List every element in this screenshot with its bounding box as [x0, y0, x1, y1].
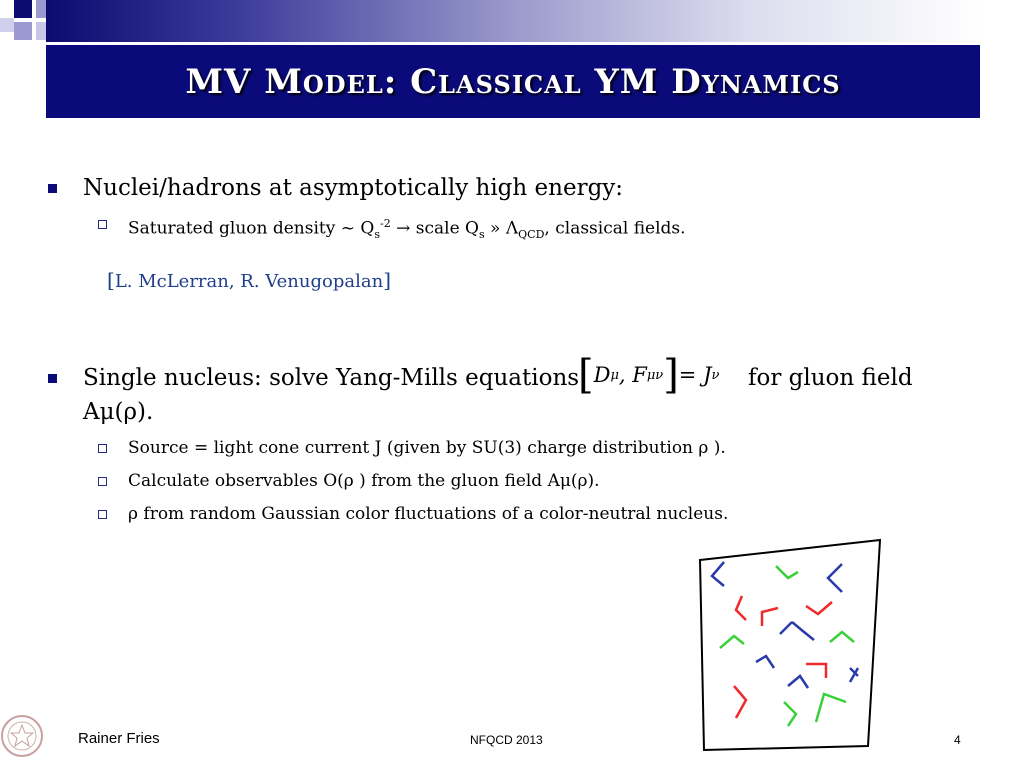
bullet-text: Nuclei/hadrons at asymptotically high energy:: [83, 175, 624, 201]
sub-bullet-text: Calculate observables O(ρ ) from the gluon field Aμ(ρ).: [128, 471, 600, 491]
yang-mills-equation: [ D μ , F μν ] = J ν: [578, 352, 720, 398]
bullet-text: Single nucleus: solve Yang-Mills equations: [83, 365, 580, 391]
reference-citation: [L. McLerran, R. Venugopalan]: [107, 268, 391, 292]
page-number: 4: [954, 733, 961, 747]
title-gradient-strip: [46, 0, 980, 42]
sub-bullet-text: Source = light cone current J (given by SU(3) charge distribution ρ ).: [128, 438, 726, 458]
sub-bullet-text: Saturated gluon density ~ $Q_s^{-2}$ → scale $Q_s$ » $\Lambda_{QCD}$, classical fields.: [128, 217, 686, 242]
hollow-square-bullet-icon: [98, 510, 107, 519]
hollow-square-bullet-icon: [98, 444, 107, 453]
bullet-square-icon: [48, 374, 57, 383]
slide-title: MV Model: Classical YM Dynamics: [185, 61, 841, 102]
color-charge-diagram: [696, 536, 886, 756]
hollow-square-bullet-icon: [98, 220, 107, 229]
sub-bullet-text: ρ from random Gaussian color fluctuations of a color-neutral nucleus.: [128, 504, 729, 524]
footer-author: Rainer Fries: [78, 730, 160, 747]
university-seal-logo: [0, 714, 44, 758]
arrow-icon: →: [396, 218, 411, 239]
footer-event: NFQCD 2013: [470, 733, 543, 747]
title-bar: [46, 45, 980, 118]
hollow-square-bullet-icon: [98, 477, 107, 486]
bullet-square-icon: [48, 184, 57, 193]
